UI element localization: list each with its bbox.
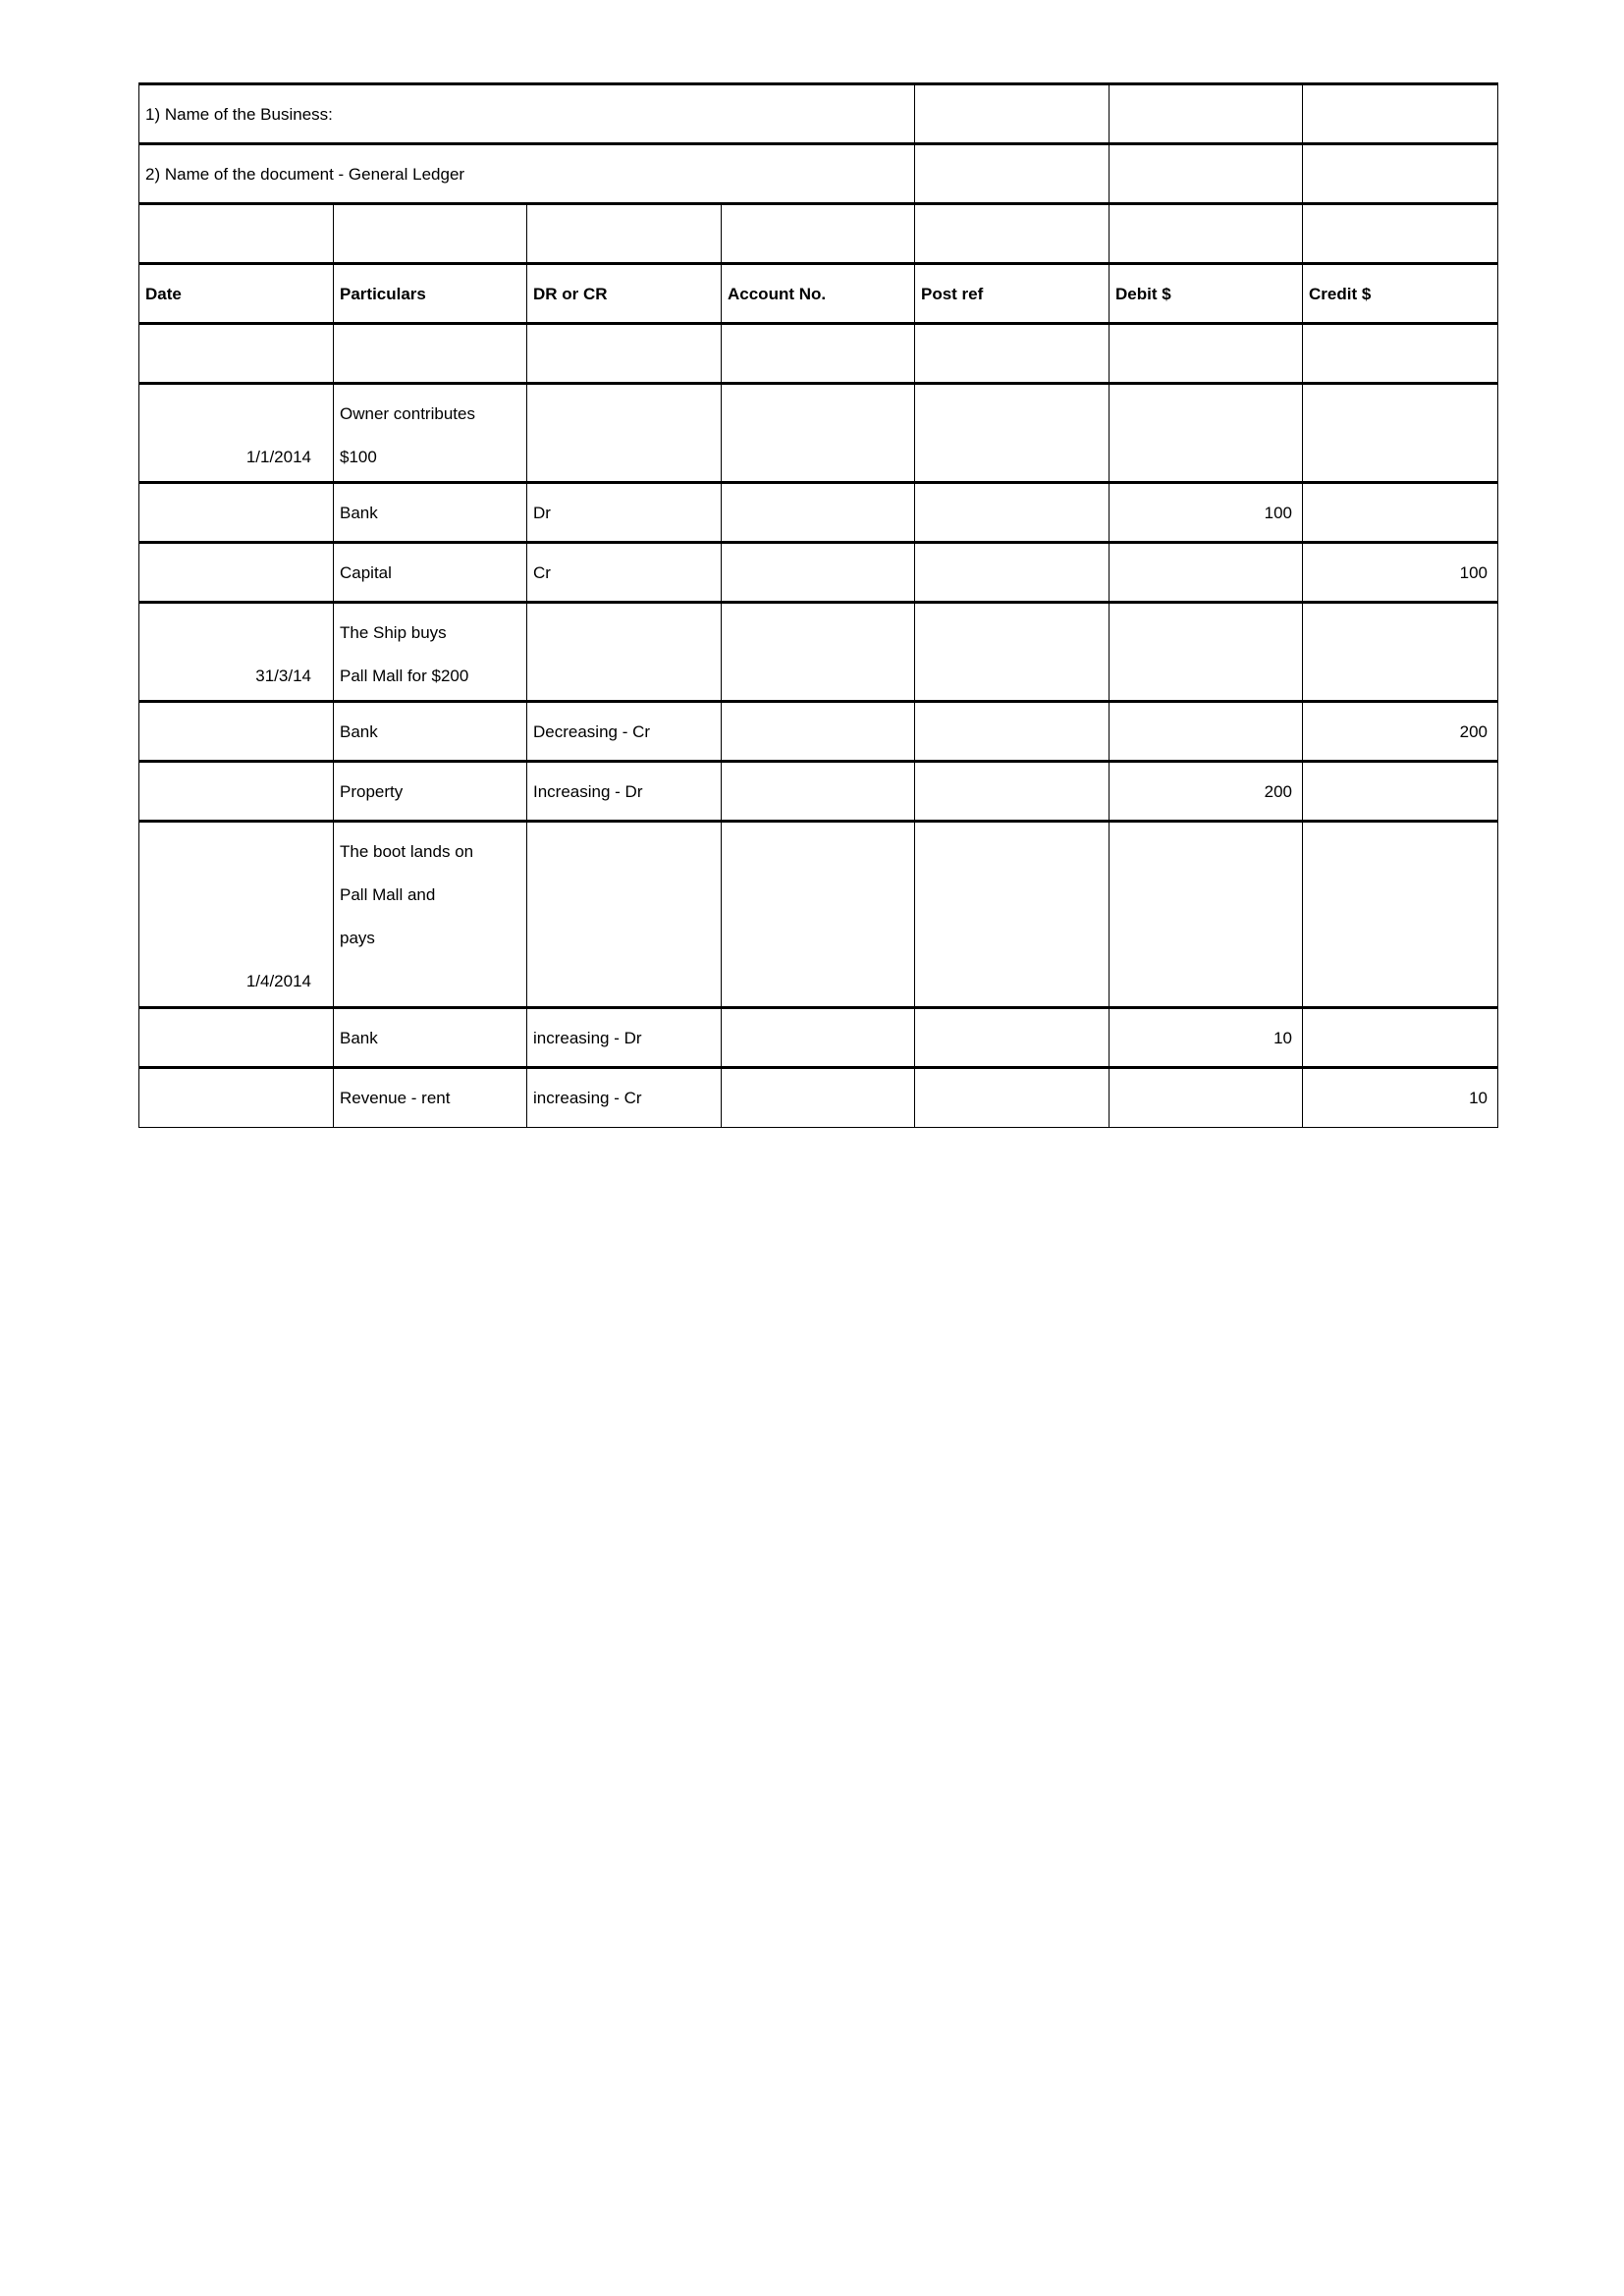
col-header-dr-cr: DR or CR xyxy=(527,264,722,324)
empty-cell xyxy=(1110,144,1303,204)
entry-description-row xyxy=(139,822,1498,1008)
debit-cell: 10 xyxy=(1110,1008,1303,1068)
document-name-row xyxy=(139,144,1498,204)
particulars-cell: Bank xyxy=(334,483,527,543)
entry-description: The Ship buys Pall Mall for $200 xyxy=(334,603,527,702)
blank-row xyxy=(139,204,1498,264)
dr-cr-cell: Increasing - Dr xyxy=(527,762,722,822)
empty-cell xyxy=(1110,84,1303,144)
credit-cell: 10 xyxy=(1303,1068,1498,1128)
post-ref-cell xyxy=(915,702,1110,762)
post-ref-cell xyxy=(915,543,1110,603)
ledger-line-row xyxy=(139,543,1498,603)
credit-cell: 100 xyxy=(1303,543,1498,603)
empty-cell xyxy=(1303,84,1498,144)
debit-cell xyxy=(1110,543,1303,603)
credit-cell: 200 xyxy=(1303,702,1498,762)
account-no-cell xyxy=(722,1008,915,1068)
entry-description-row xyxy=(139,603,1498,702)
ledger-line-row xyxy=(139,1068,1498,1128)
post-ref-cell xyxy=(915,1008,1110,1068)
blank-row xyxy=(139,324,1498,384)
dr-cr-cell: Cr xyxy=(527,543,722,603)
entry-date: 1/4/2014 xyxy=(139,822,334,1008)
general-ledger-table xyxy=(138,82,1498,1128)
empty-cell xyxy=(915,144,1110,204)
particulars-cell: Capital xyxy=(334,543,527,603)
account-no-cell xyxy=(722,1068,915,1128)
col-header-particulars: Particulars xyxy=(334,264,527,324)
empty-cell xyxy=(1303,144,1498,204)
particulars-cell: Revenue - rent xyxy=(334,1068,527,1128)
account-no-cell xyxy=(722,702,915,762)
entry-description: Owner contributes $100 xyxy=(334,384,527,483)
particulars-cell: Property xyxy=(334,762,527,822)
entry-date: 31/3/14 xyxy=(139,603,334,702)
ledger-line-row xyxy=(139,762,1498,822)
debit-cell: 100 xyxy=(1110,483,1303,543)
col-header-post-ref: Post ref xyxy=(915,264,1110,324)
col-header-credit: Credit $ xyxy=(1303,264,1498,324)
ledger-line-row xyxy=(139,1008,1498,1068)
business-name-row xyxy=(139,84,1498,144)
dr-cr-cell: increasing - Dr xyxy=(527,1008,722,1068)
document-name-label: 2) Name of the document - General Ledger xyxy=(139,144,915,204)
dr-cr-cell: increasing - Cr xyxy=(527,1068,722,1128)
header-row xyxy=(139,264,1498,324)
account-no-cell xyxy=(722,762,915,822)
debit-cell xyxy=(1110,702,1303,762)
account-no-cell xyxy=(722,543,915,603)
post-ref-cell xyxy=(915,483,1110,543)
dr-cr-cell: Decreasing - Cr xyxy=(527,702,722,762)
account-no-cell xyxy=(722,483,915,543)
ledger-line-row xyxy=(139,702,1498,762)
particulars-cell: Bank xyxy=(334,1008,527,1068)
entry-description: The boot lands on Pall Mall and pays xyxy=(334,822,527,1008)
dr-cr-cell: Dr xyxy=(527,483,722,543)
entry-date: 1/1/2014 xyxy=(139,384,334,483)
col-header-debit: Debit $ xyxy=(1110,264,1303,324)
empty-cell xyxy=(915,84,1110,144)
business-name-label: 1) Name of the Business: xyxy=(139,84,915,144)
ledger-line-row xyxy=(139,483,1498,543)
credit-cell xyxy=(1303,762,1498,822)
post-ref-cell xyxy=(915,762,1110,822)
entry-description-row xyxy=(139,384,1498,483)
credit-cell xyxy=(1303,483,1498,543)
debit-cell: 200 xyxy=(1110,762,1303,822)
particulars-cell: Bank xyxy=(334,702,527,762)
post-ref-cell xyxy=(915,1068,1110,1128)
debit-cell xyxy=(1110,1068,1303,1128)
col-header-date: Date xyxy=(139,264,334,324)
credit-cell xyxy=(1303,1008,1498,1068)
col-header-account-no: Account No. xyxy=(722,264,915,324)
